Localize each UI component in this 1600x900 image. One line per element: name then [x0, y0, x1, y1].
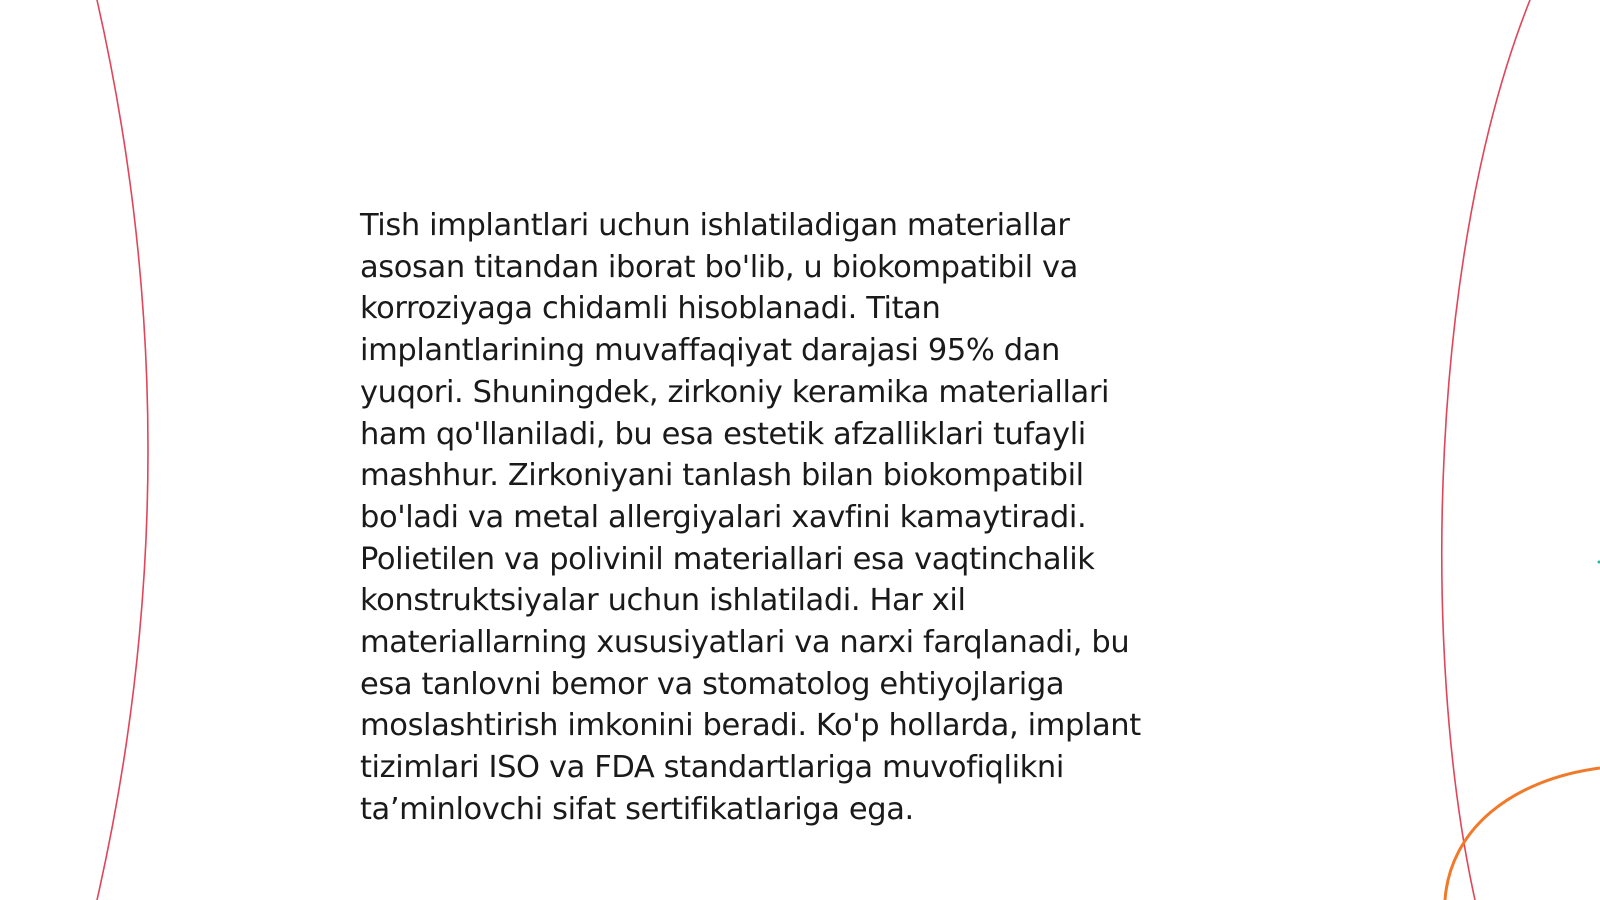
text-line: asosan titandan iborat bo'lib, u biokompatibil va	[360, 249, 1078, 285]
text-line: konstruktsiyalar uchun ishlatiladi. Har xil	[360, 583, 966, 619]
text-line: moslashtirish imkonini beradi. Ko'p hollarda, implant	[360, 708, 1141, 744]
text-line: tizimlari ISO va FDA standartlariga muvofiqlikni	[360, 750, 1064, 786]
left-curve-line	[97, 0, 148, 900]
text-line: implantlarining muvaffaqiyat darajasi 95% dan	[360, 333, 1060, 369]
text-line: esa tanlovni bemor va stomatolog ehtiyojlariga	[360, 666, 1065, 702]
right-curve-line	[1442, 0, 1530, 900]
text-line: ta’minlovchi sifat sertifikatlariga ega.	[360, 791, 914, 827]
text-line: materiallarning xususiyatlari va narxi farqlanadi, bu	[360, 625, 1130, 661]
text-line: mashhur. Zirkoniyani tanlash bilan biokompatibil	[360, 458, 1084, 494]
text-line: korroziyaga chidamli hisoblanadi. Titan	[360, 291, 941, 327]
slide-body-text	[360, 205, 1230, 831]
text-line: Polietilen va polivinil materiallari esa vaqtinchalik	[360, 541, 1095, 577]
text-line: ham qo'llaniladi, bu esa estetik afzalliklari tufayli	[360, 416, 1086, 452]
text-line: Tish implantlari uchun ishlatiladigan materiallar	[360, 208, 1070, 243]
text-line: yuqori. Shuningdek, zirkoniy keramika materiallari	[360, 374, 1110, 410]
text-line: bo'ladi va metal allergiyalari xavfini kamaytiradi.	[360, 499, 1087, 535]
orange-accent-arc	[1445, 768, 1600, 900]
